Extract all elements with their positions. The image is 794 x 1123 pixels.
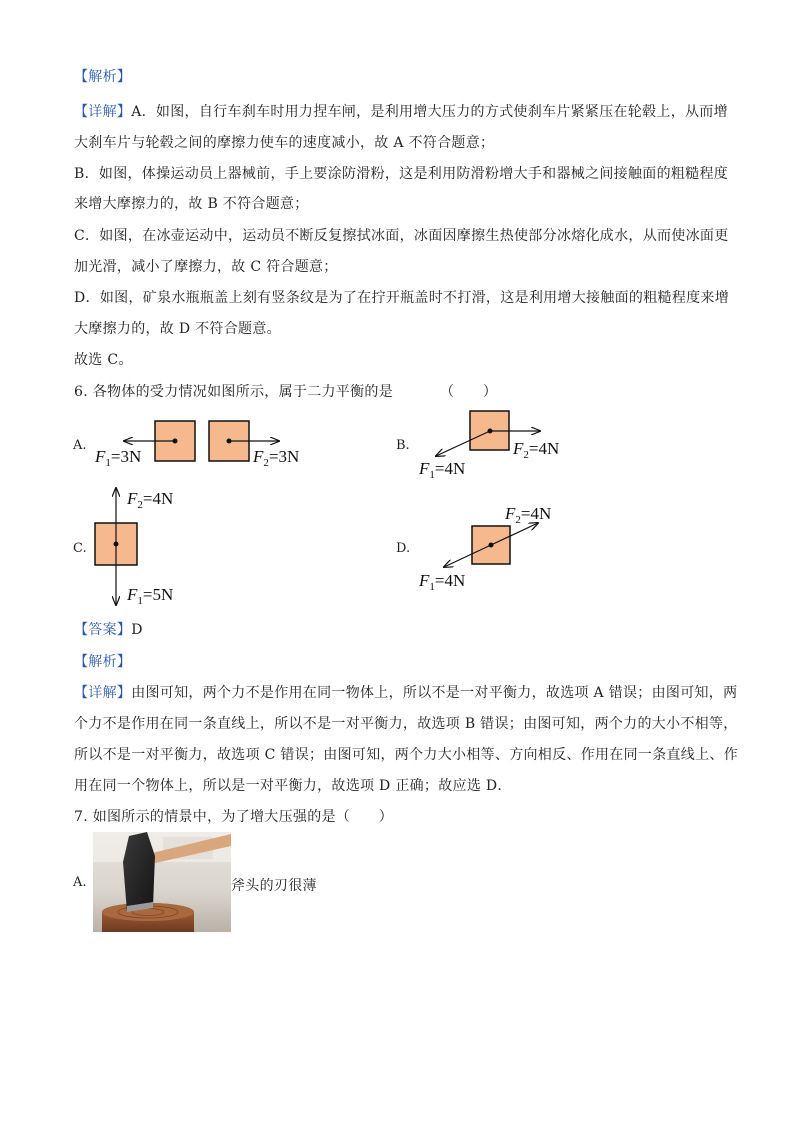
option-a-diagram (94, 421, 299, 469)
q6-answer (74, 619, 143, 639)
option-d-diagram (418, 504, 551, 593)
q5-detail-line-4: 来增大摩擦力的，故 B 不符合题意； (74, 196, 309, 212)
q5-analysis-label: 【解析】 (74, 69, 132, 85)
axe-photo (93, 832, 231, 932)
q6-detail-line-4: 用在同一个物体上，所以是一对平衡力，故选项 D 正确；故应选 D． (74, 778, 512, 794)
q5-detail-line-5: C．如图，在冰壶运动中，运动员不断反复擦拭冰面，冰面因摩擦生热使部分冰熔化成水，从而使冰面更 (74, 228, 729, 244)
q5-detail-line-7: D．如图，矿泉水瓶瓶盖上刻有竖条纹是为了在拧开瓶盖时不打滑，这是利用增大接触面的粗糙程度来增 (74, 290, 730, 306)
q7-question: 7. 如图所示的情景中，为了增大压强的是（ ） (74, 809, 394, 825)
q6-analysis-label: 【解析】 (74, 654, 132, 670)
q6-question: 6. 各物体的受力情况如图所示，属于二力平衡的是 (74, 384, 394, 400)
q5-detail-label: 【详解】 (74, 104, 132, 120)
q7-option-a-caption: 斧头的刃很薄 (231, 878, 317, 894)
q5-conclusion: 故选 C。 (74, 352, 133, 368)
q7-option-a-label: A. (73, 875, 87, 890)
option-c-f1-label: $F_1=5N$ (127, 585, 174, 607)
q5-detail-line-3: B．如图，体操运动员上器械前，手上要涂防滑粉，这是利用防滑粉增大手和器械之间接触面的粗糙程度 (74, 166, 729, 182)
q5-detail-line-2: 大刹车片与轮毂之间的摩擦力使车的速度减小，故 A 不符合题意； (74, 135, 495, 151)
option-b-f2-label: $F_2=4N$ (513, 439, 560, 461)
option-d-f1-label: $F_1=4N$ (419, 571, 466, 593)
option-c-f2-label: $F_2=4N$ (127, 489, 174, 511)
q6-answer-value: D (131, 622, 143, 638)
option-c-diagram (95, 488, 173, 607)
option-a-f1-label: $F_1=3N$ (95, 447, 142, 469)
q6-answer-paren: （ ） (440, 384, 498, 400)
q6-detail-line-1: 【详解】由图可知，两个力不是作用在同一物体上，所以不是一对平衡力，故选项 A 错误；由图可知，两 (74, 685, 738, 701)
option-c-label: C. (73, 541, 87, 556)
q6-answer-label: 【答案】 (74, 622, 132, 638)
option-b-diagram (418, 411, 559, 481)
q6-detail-label: 【详解】 (74, 685, 132, 701)
option-d-label: D. (396, 541, 411, 556)
q5-detail-line-1: 【详解】A．如图，自行车刹车时用力捏车闸，是利用增大压力的方式使刹车片紧紧压在轮毂上，从而增 (74, 104, 728, 120)
q5-detail-line-8: 大摩擦力的，故 D 不符合题意。 (74, 321, 281, 337)
option-d-f2-label: $F_2=4N$ (505, 504, 552, 526)
q6-detail-line-3: 所以不是一对平衡力，故选项 C 错误；由图可知，两个力大小相等、方向相反、作用在同一条直线上、作 (74, 747, 739, 763)
q6-detail-line-2: 个力不是作用在同一条直线上，所以不是一对平衡力，故选项 B 错误；由图可知，两个力的大小不相等， (74, 716, 738, 732)
q5-detail-line-6: 加光滑，减小了摩擦力，故 C 符合题意； (74, 259, 338, 275)
option-a-label: A. (73, 438, 87, 453)
option-b-f1-label: $F_1=4N$ (419, 459, 466, 481)
option-b-label: B. (396, 438, 410, 453)
option-a-f2-label: $F_2=3N$ (253, 447, 300, 469)
